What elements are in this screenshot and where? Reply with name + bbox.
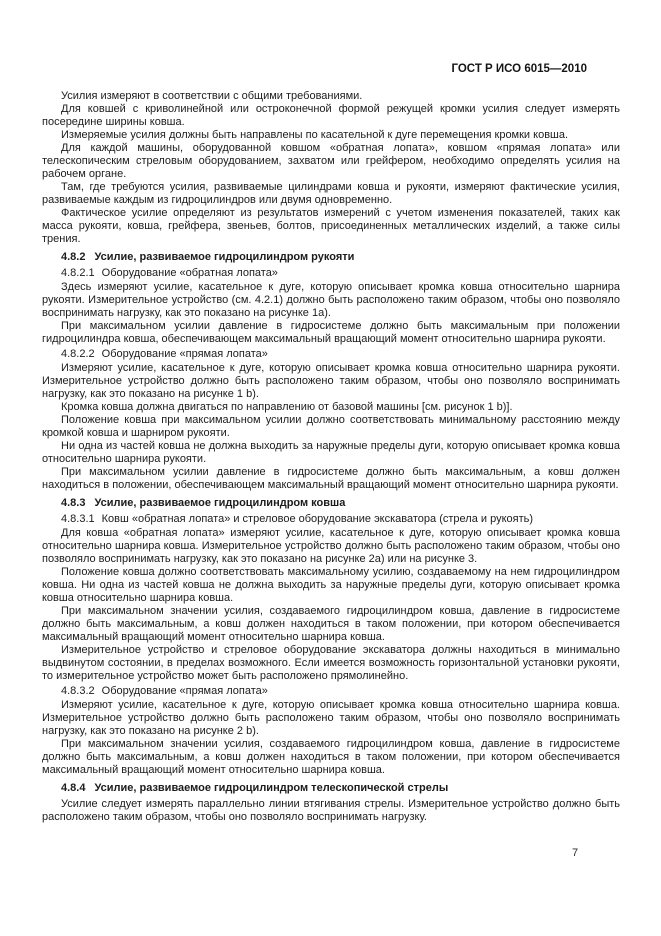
document-body [42, 90, 620, 824]
section-heading [42, 782, 620, 795]
paragraph: Кромка ковша должна двигаться по направлению от базовой машины [см. рисунок 1 b)]. [61, 401, 513, 413]
subsection-heading [42, 267, 620, 280]
paragraph: При максимальном усилии давление в гидросистеме должно быть максимальным при положении гидроцилиндра ковша, обеспечивающем максимальный вращающий момент относительно шарнира рукояти. [42, 320, 620, 345]
paragraph: Усилие следует измерять параллельно линии втягивания стрелы. Измерительное устройство должно быть расположено таким образом, чтобы оно позволяло воспринимать нагрузку. [42, 798, 620, 823]
paragraph: Измеряемые усилия должны быть направлены по касательной к дуге перемещения кромки ковша. [61, 129, 569, 141]
clause-number: 4.8.3.2 [61, 685, 95, 697]
clause-title: Усилие, развиваемое гидроцилиндром рукояти [94, 251, 355, 263]
clause-number: 4.8.3.1 [61, 513, 95, 525]
paragraph: Измеряют усилие, касательное к дуге, которую описывает кромка ковша относительно шарнира ковша. Измерительное устройство должно быть расположено таким образом, чтобы оно позволяло воспринимать нагрузку, как это показано на рисунке 2 b). [42, 699, 620, 737]
clause-title: Оборудование «прямая лопата» [101, 348, 268, 360]
clause-number: 4.8.2.1 [61, 267, 95, 279]
clause-title: Оборудование «прямая лопата» [101, 685, 268, 697]
paragraph: Для ковшей с криволинейной или остроконечной формой режущей кромки усилия следует измерять посередине ширины ковша. [42, 103, 620, 128]
subsection-heading [42, 685, 620, 698]
paragraph: Положение ковша при максимальном усилии должно соответствовать минимальному расстоянию между кромкой ковша и шарниром рукояти. [42, 414, 620, 439]
clause-number: 4.8.4 [61, 782, 86, 794]
paragraph: Для ковша «обратная лопата» измеряют усилие, касательное к дуге, которую описывает кромка ковша относительно шарнира ковша. Измерительное устройство должно быть расположено таким образом, чтобы оно позволяло воспринимать нагрузку, как это показано на рисунке 2а) или на рисунке 3. [42, 527, 620, 565]
paragraph: При максимальном значении усилия, создаваемого гидроцилиндром ковша, давление в гидросистеме должно быть максимальным, а ковш должен находиться в таком положении, при котором обеспечивается максимальный вращающий момент относительно шарнира ковша. [42, 605, 620, 643]
clause-number: 4.8.2.2 [61, 348, 95, 360]
paragraph: Фактическое усилие определяют из результатов измерений с учетом изменения показателей, таких как масса рукояти, ковша, грейфера, звеньев, болтов, присоединенных металлических изделий, а также силы трения. [42, 207, 620, 245]
paragraph: Для каждой машины, оборудованной ковшом «обратная лопата», ковшом «прямая лопата» или телескопическим стреловым оборудованием, захватом или грейфером, необходимо определять усилия на рабочем органе. [42, 142, 620, 180]
clause-number: 4.8.3 [61, 497, 86, 509]
paragraph: При максимальном усилии давление в гидросистеме должно быть максимальным, а ковш должен находиться в положении, обеспечивающем максимальный вращающий момент относительно шарнира рукояти. [42, 466, 620, 491]
clause-title: Оборудование «обратная лопата» [101, 267, 278, 279]
subsection-heading [42, 348, 620, 361]
section-heading [42, 251, 620, 264]
standard-designation: ГОСТ Р ИСО 6015—2010 [451, 63, 587, 75]
paragraph: Измерительное устройство и стреловое оборудование экскаватора должны находиться в минимально выдвинутом состоянии, в пределах возможного. Если имеется возможность горизонтальной установки рукояти, то измерительное устройство может быть расположено прямолинейно. [42, 644, 620, 682]
paragraph: Положение ковша должно соответствовать максимальному усилию, создаваемому на нем гидроцилиндром ковша. Ни одна из частей ковша не должна выходить за наружные пределы дуги, которую описывает кромка ковша относительно шарнира ковша. [42, 566, 620, 604]
clause-title: Усилие, развиваемое гидроцилиндром ковша [94, 497, 346, 509]
subsection-heading [42, 513, 620, 526]
paragraph: Там, где требуются усилия, развиваемые цилиндрами ковша и рукояти, измеряют фактические усилия, развиваемые каждым из гидроцилиндров или двумя одновременно. [42, 181, 620, 206]
clause-title: Ковш «обратная лопата» и стреловое оборудование экскаватора (стрела и рукоять) [101, 513, 534, 525]
clause-number: 4.8.2 [61, 251, 86, 263]
paragraph: Ни одна из частей ковша не должна выходить за наружные пределы дуги, которую описывает кромка ковша относительно шарнира рукояти. [42, 440, 620, 465]
paragraph: Здесь измеряют усилие, касательное к дуге, которую описывает кромка ковша относительно шарнира рукояти. Измерительное устройство (см. 4.2.1) должно быть расположено таким образом, чтобы оно позволяло воспринимать нагрузку, как это показано на рисунке 1а). [42, 281, 620, 319]
paragraph: Измеряют усилие, касательное к дуге, которую описывает кромка ковша относительно шарнира рукояти. Измерительное устройство должно быть расположено таким образом, чтобы оно позволяло воспринимать нагрузку, как это показано на рисунке 1 b). [42, 362, 620, 400]
paragraph: Усилия измеряют в соответствии с общими требованиями. [61, 90, 363, 102]
section-heading [42, 497, 620, 510]
clause-title: Усилие, развиваемое гидроцилиндром телескопической стрелы [94, 782, 449, 794]
page-number: 7 [572, 847, 579, 859]
paragraph: При максимальном значении усилия, создаваемого гидроцилиндром ковша, давление в гидросистеме должно быть максимальным, а ковш должен находиться в таком положении, при котором обеспечивается максимальный вращающий момент относительно шарнира ковша. [42, 738, 620, 776]
